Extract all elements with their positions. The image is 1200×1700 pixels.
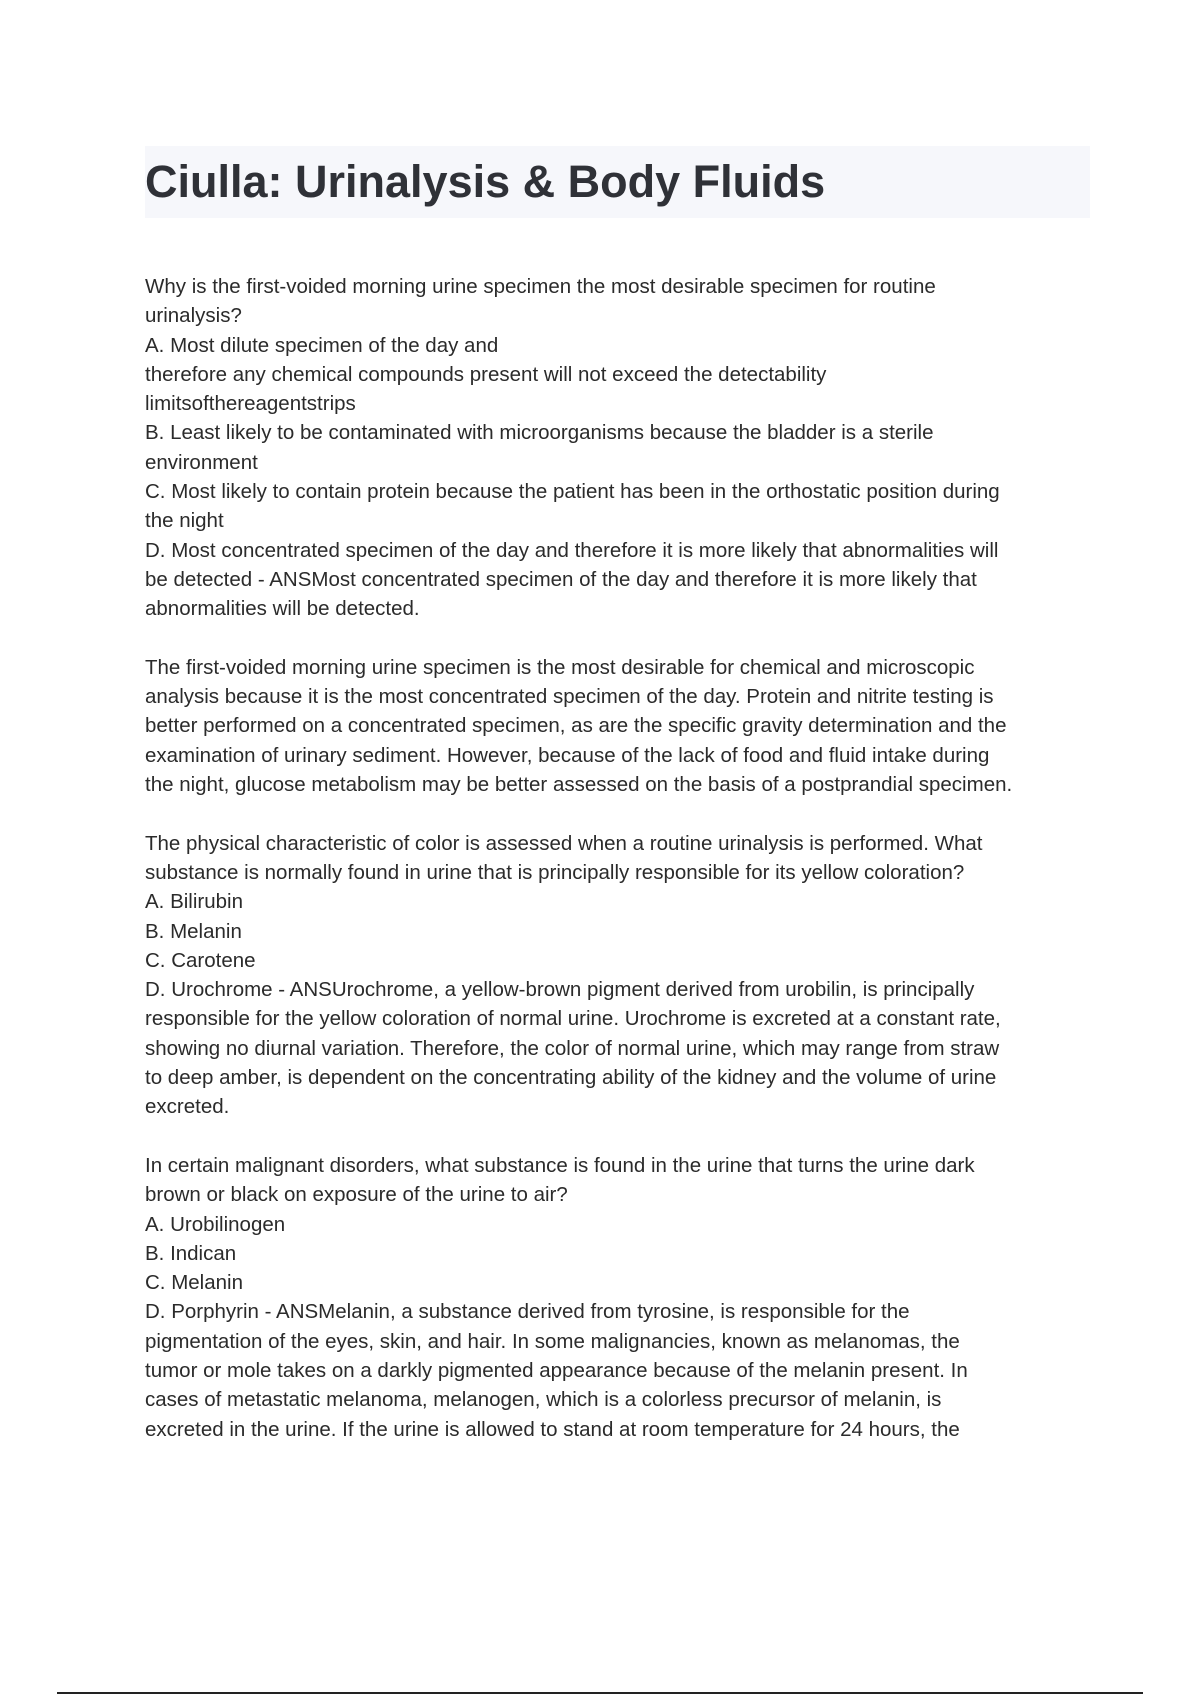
- text-line: examination of urinary sediment. However, because of the lack of food and fluid intake during: [145, 743, 990, 767]
- text-line: therefore any chemical compounds present will not exceed the detectability: [145, 362, 827, 386]
- text-line: A. Urobilinogen: [145, 1212, 286, 1236]
- title-banner: [145, 146, 1090, 218]
- text-line: The first-voided morning urine specimen is the most desirable for chemical and microscopic: [145, 655, 975, 679]
- text-line: D. Most concentrated specimen of the day and therefore it is more likely that abnormalities will: [145, 538, 999, 562]
- text-line: B. Least likely to be contaminated with microorganisms because the bladder is a sterile: [145, 421, 934, 445]
- text-line: excreted in the urine. If the urine is allowed to stand at room temperature for 24 hours, the: [145, 1417, 960, 1441]
- page-title: Ciulla: Urinalysis & Body Fluids: [145, 156, 826, 207]
- text-line: urinalysis?: [145, 304, 242, 328]
- text-line: A. Bilirubin: [145, 890, 243, 914]
- footer-divider: [57, 1692, 1143, 1694]
- text-line: the night: [145, 509, 224, 533]
- text-line: environment: [145, 450, 258, 474]
- text-line: brown or black on exposure of the urine to air?: [145, 1183, 568, 1207]
- document-body: [145, 272, 1095, 1444]
- text-line: C. Most likely to contain protein because the patient has been in the orthostatic position during: [145, 480, 1000, 504]
- text-line: the night, glucose metabolism may be better assessed on the basis of a postprandial specimen.: [145, 773, 1013, 797]
- text-line: tumor or mole takes on a darkly pigmented appearance because of the melanin present. In: [145, 1358, 968, 1382]
- text-line: C. Melanin: [145, 1271, 243, 1295]
- text-line: showing no diurnal variation. Therefore, the color of normal urine, which may range from straw: [145, 1036, 1000, 1060]
- text-line: to deep amber, is dependent on the concentrating ability of the kidney and the volume of urine: [145, 1066, 997, 1090]
- text-line: The physical characteristic of color is assessed when a routine urinalysis is performed. What: [145, 831, 983, 855]
- text-line: cases of metastatic melanoma, melanogen, which is a colorless precursor of melanin, is: [145, 1388, 942, 1412]
- text-line: limitsofthereagentstrips: [145, 392, 356, 416]
- text-line: better performed on a concentrated specimen, as are the specific gravity determination and the: [145, 714, 1007, 738]
- text-line: B. Indican: [145, 1241, 237, 1265]
- text-paragraph: [145, 829, 1095, 1122]
- text-line: responsible for the yellow coloration of normal urine. Urochrome is excreted at a constant rate,: [145, 1007, 1001, 1031]
- text-paragraph: [145, 272, 1095, 624]
- text-line: Why is the first-voided morning urine specimen the most desirable specimen for routine: [145, 275, 936, 298]
- text-line: D. Urochrome - ANSUrochrome, a yellow-brown pigment derived from urobilin, is principally: [145, 978, 975, 1002]
- text-line: substance is normally found in urine that is principally responsible for its yellow coloration?: [145, 860, 965, 884]
- text-line: be detected - ANSMost concentrated specimen of the day and therefore it is more likely that: [145, 567, 977, 591]
- text-line: analysis because it is the most concentrated specimen of the day. Protein and nitrite testing is: [145, 685, 994, 709]
- text-paragraph: [145, 1151, 1095, 1444]
- text-line: B. Melanin: [145, 919, 242, 943]
- text-line: C. Carotene: [145, 948, 256, 972]
- text-line: In certain malignant disorders, what substance is found in the urine that turns the urine dark: [145, 1153, 975, 1177]
- text-line: A. Most dilute specimen of the day and: [145, 333, 499, 357]
- text-line: excreted.: [145, 1095, 230, 1119]
- text-paragraph: [145, 653, 1095, 799]
- text-line: pigmentation of the eyes, skin, and hair. In some malignancies, known as melanomas, the: [145, 1329, 960, 1353]
- text-line: abnormalities will be detected.: [145, 597, 420, 621]
- text-line: D. Porphyrin - ANSMelanin, a substance derived from tyrosine, is responsible for the: [145, 1300, 910, 1324]
